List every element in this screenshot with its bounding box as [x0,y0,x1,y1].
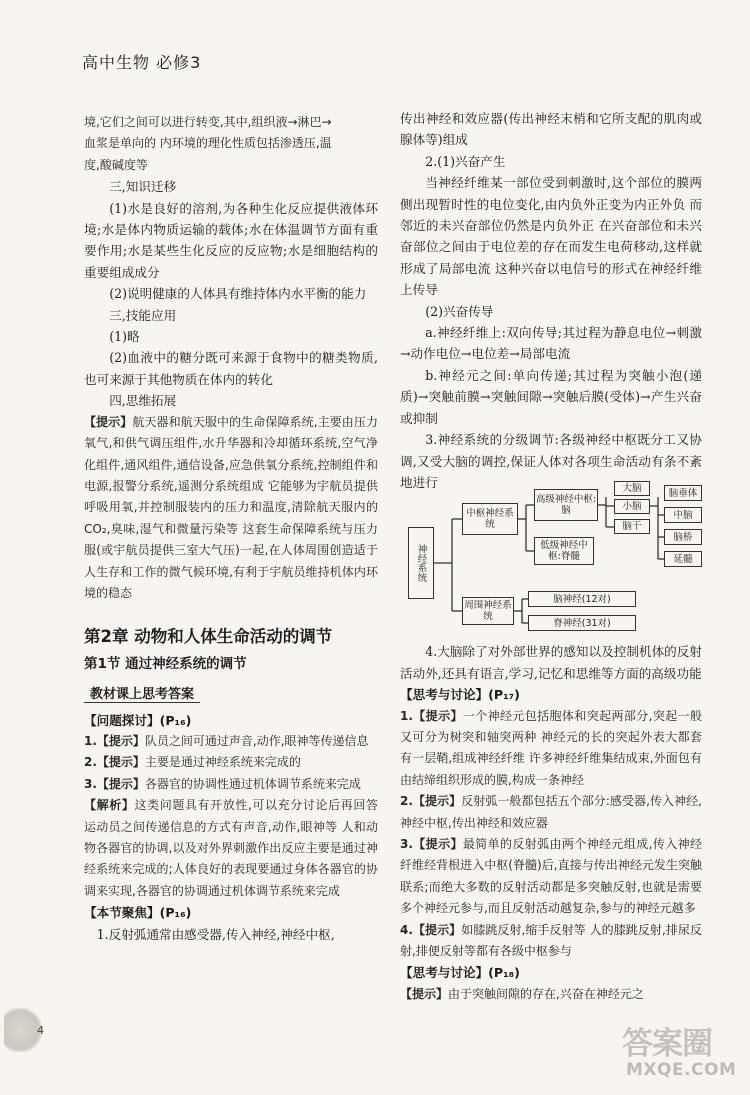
subheading: 2.(1)兴奋产生 [425,153,506,169]
subheading: (2)兴奋传导 [425,303,494,319]
body-line: 境,它们之间可以进行转变,其中,组织液→淋巴→ [84,115,332,129]
map-node-brain-part: 脑干 [614,519,650,534]
nervous-system-concept-map [400,483,702,635]
paragraph: 3.神经系统的分级调节:各级神经中枢既分工又协调,又受大脑的调控,保证人体对各项生命活动有条不紊地进行 [400,432,702,490]
paragraph: (2)血液中的糖分既可来源于食物中的糖类物质,也可来源于其他物质在体内的转化 [84,350,378,387]
chapter-title: 第2章 动物和人体生命活动的调节 [84,627,333,647]
paragraph: (1)水是良好的溶剂,为各种生化反应提供液体环境;水是体内物质运输的载体;水在体温调节方面有重要作用;水是某些生化反应的反应物;水是细胞结构的重要组成成分 [84,200,378,280]
map-node-brain-part: 大脑 [614,481,650,496]
answer-item [84,774,378,795]
map-node-lower-center: 低级神经中枢:脊髓 [534,537,594,565]
question-heading: 【问题探讨】(P₁₆) [84,712,192,728]
hint-text: 如膝跳反射,缩手反射等 人的膝跳反射,排尿反射,排便反射等都有各级中枢参与 [400,922,702,958]
hint-text: 反射弧一般都包括五个部分:感受器,传入神经,神经中枢,传出神经和效应器 [400,794,702,830]
map-node-spinal-nerves: 脊神经(31对) [528,615,636,631]
map-node-brain-part: 小脑 [614,499,650,514]
analysis-text: 这类问题具有开放性,可以充分讨论后再回答 运动员之间传递信息的方式有声音,动作,眼神等 人和动物各器官的协调,以及对外界刺激作出反应主要是通过神经系统来完成的;人体良好的表现要通过身体各器官的协调来实现,各器官的协调通过机体调节系统来完成 [84,798,378,898]
map-node-peripheral: 周围神经系统 [462,597,514,625]
hint-tag: 1.【提示】 [400,708,463,723]
body-line: 血浆是单向的 内环境的理化性质包括渗透压,温 [84,136,332,151]
paragraph [84,412,378,605]
focus-heading: 【本节聚焦】(P₁₆) [84,905,192,921]
answer-item [400,791,702,834]
right-column [400,108,702,1005]
discussion-heading: 【思考与讨论】(P₁₈) [400,965,520,981]
answer-item [400,984,702,1005]
hint-tag: 2.【提示】 [400,794,462,809]
hint-text: 一个神经元包括胞体和突起两部分,突起一般又可分为树突和轴突两种 神经元的长的突起外表大都套有一层鞘,组成神经纤维 许多神经纤维集结成束,外面包有由结缔组织形成的膜,构成一条神经 [400,708,702,787]
analysis [84,795,378,902]
answer-item [400,834,702,920]
page-number-text: 4 [37,1023,44,1037]
paragraph: 传出神经和效应器(传出神经末梢和它所支配的肌肉或腺体等)组成 [400,111,702,148]
discussion-heading: 【思考与讨论】(P₁₇) [400,687,520,703]
hint-tag: 1.【提示】 [84,733,145,748]
answer-item [84,752,378,773]
map-node-region: 中脑 [664,507,702,523]
map-node-region: 延髓 [664,551,702,567]
hint-text: 主要是通过神经系统来完成的 [144,755,301,770]
page-number [4,1008,44,1052]
map-node-region: 脑桥 [664,529,702,545]
section-title: 第1节 通过神经系统的调节 [84,655,247,672]
hint-text: 由于突触间隙的存在,兴奋在神经元之 [448,986,644,1001]
body-line: 1.反射弧通常由感受器,传入神经,神经中枢, [96,926,335,942]
subheading: 三,知识迁移 [109,179,177,195]
map-node-region: 脑垂体 [664,485,702,501]
left-column [84,112,378,945]
paragraph: (1)略 [109,329,140,345]
hint-tag: 【提示】 [400,986,449,1001]
hint-tag: 【提示】 [84,414,133,429]
paragraph: 4.大脑除了对外部世界的感知以及控制机体的反射活动外,还具有语言,学习,记忆和思维等方面的高级功能 [400,644,702,681]
hint-text: 队员之间可通过声音,动作,眼神等传递信息 [144,733,369,748]
answer-item [84,731,378,752]
map-node-central: 中枢神经系统 [462,503,518,535]
paragraph: (2)说明健康的人体具有维持体内水平衡的能力 [109,286,367,302]
paragraph: 当神经纤维某一部位受到刺激时,这个部位的膜两侧出现暂时性的电位变化,由内负外正变为内正外负 而邻近的未兴奋部位仍然是内负外正 在兴奋部位和未兴奋部位之间由于电位差的存在而发生电荷移动,这样就形成了局部电流 这种兴奋以电信号的形式在神经纤维上传导 [400,175,702,298]
subheading: 四,思维拓展 [109,393,177,409]
running-head: 高中生物 必修3 [82,53,202,72]
watermark-url: MXQE.COM [626,1060,737,1080]
hint-text: 航天器和航天服中的生命保障系统,主要由压力氧气,和供气调压组件,水升华器和冷却循环系统,空气净化组件,通风组件,通信设备,应急供氧分系统,控制组件和电源,报警分系统,遥测分系统组成 它能够为宇航员提供呼吸用氧,并控制服装内的压力和温度,清除航天服内的 CO₂,臭味,湿气和微量污染等 这套生命保障系统与压力服(或宇航员提供三室大气压)一起,在人体周围创造适于人生存和工作的微气候环境,有利于宇航员维持机体内环境的稳态 [84,414,378,600]
hint-tag: 4.【提示】 [400,922,462,937]
map-node-higher-center: 高级神经中枢:脑 [534,489,598,521]
subheading: 三,技能应用 [109,307,177,323]
hint-text: 最简单的反射弧由两个神经元组成,传入神经纤维经背根进入中枢(脊髓)后,直接与传出神经元发生突触联系;而绝大多数的反射活动都是多突触反射,也就是需要多个神经元参与,而且反射活动越复杂,参与的神经元越多 [400,836,702,916]
hint-tag: 3.【提示】 [400,836,463,851]
map-node-root: 神经系统 [408,527,434,599]
watermark-logo: 答案圈 [622,1026,712,1062]
paragraph: b.神经元之间:单向传递;其过程为突触小泡(递质)→突触前膜→突触间隙→突触后膜(受体)→产生兴奋或抑制 [400,367,702,426]
analysis-tag: 【解析】 [84,798,135,813]
hint-tag: 2.【提示】 [84,755,145,770]
map-node-brain-nerves: 脑神经(12对) [528,591,636,607]
hint-text: 各器官的协调性通过机体调节系统来完成 [144,776,361,791]
answer-item [400,920,702,963]
answers-heading [84,683,378,705]
answer-item [400,706,702,792]
body-line: 度,酸碱度等 [84,157,148,172]
hint-tag: 3.【提示】 [84,776,145,791]
answers-heading-text: 教材课上思考答案 [84,687,200,703]
paragraph: a.神经纤维上:双向传导;其过程为静息电位→刺激→动作电位→电位差→局部电流 [400,325,702,362]
